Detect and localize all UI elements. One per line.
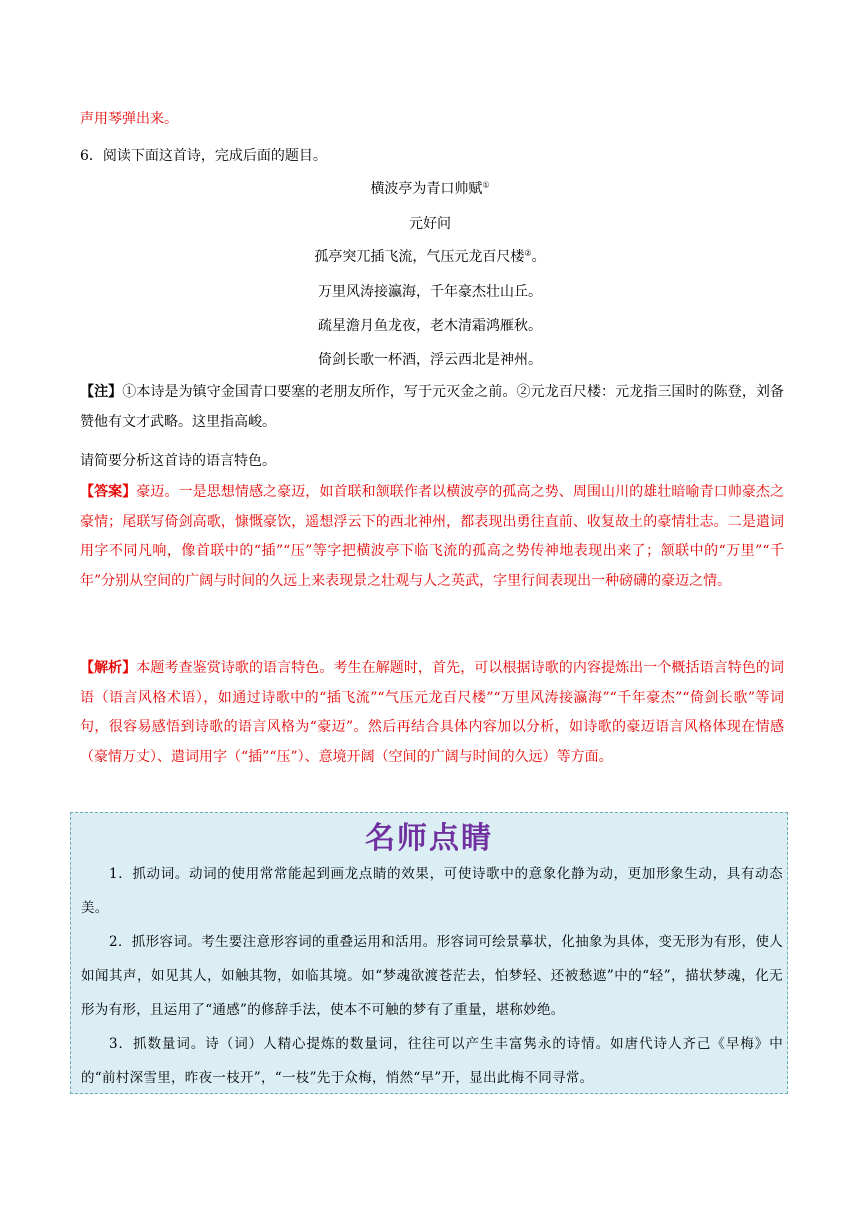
- poem-line: 倚剑长歌一杯酒，浮云西北是神州。: [318, 352, 542, 368]
- answer-paragraph: [80, 478, 784, 596]
- question-heading: 6．阅读下面这首诗，完成后面的题目。: [80, 148, 327, 164]
- tips-box: [70, 812, 788, 1094]
- analysis-label: 【解析】: [80, 660, 137, 676]
- poem-line: [0, 246, 860, 266]
- notes-paragraph: [80, 378, 784, 437]
- analysis-text: 本题考查鉴赏诗歌的语言特色。考生在解题时，首先，可以根据诗歌的内容提炼出一个概括语言特色的词语（语言风格术语），如通过诗歌中的“插飞流”“气压元龙百尺楼”“万里风涛接瀛海”“千年豪杰”“倚剑长歌”等词句，很容易感悟到诗歌的语言风格为“豪迈”。然后再结合具体内容加以分析，如诗歌的豪迈语言风格体现在情感（豪情万丈）、遣词用字（“插”“压”）、意境开阔（空间的广阔与时间的久远）等方面。: [80, 660, 784, 765]
- tip-item: 2．抓形容词。考生要注意形容词的重叠运用和活用。形容词可绘景摹状，化抽象为具体，变无形为有形，使人如闻其声，如见其人，如触其物，如临其境。如“梦魂欲渡苍茫去，怕梦轻、还被愁遮”中的“轻”，描状梦魂，化无形为有形，且运用了“通感”的修辞手法，使本不可触的梦有了重量，堪称妙绝。: [81, 934, 783, 1018]
- intro-tail: 声用琴弹出来。: [80, 111, 178, 127]
- poem-title-note-mark: ①: [482, 180, 490, 190]
- poem-line: 万里风涛接瀛海，千年豪杰壮山丘。: [318, 284, 542, 300]
- poem-line-note-mark: ②: [524, 248, 532, 258]
- answer-text: 豪迈。一是思想情感之豪迈，如首联和颔联作者以横波亭的孤高之势、周围山川的雄壮暗喻青口帅豪杰之豪情；尾联写倚剑高歌，慷慨豪饮，遥想浮云下的西北神州，都表现出勇往直前、收复故土的豪情壮志。二是遣词用字不同凡响，像首联中的“插”“压”等字把横波亭下临飞流的孤高之势传神地表现出来了；颔联中的“万里”“千年”分别从空间的广阔与时间的久远上来表现景之壮观与人之英武，字里行间表现出一种磅礴的豪迈之情。: [80, 484, 784, 589]
- tips-title: 名师点睛: [365, 821, 493, 856]
- analysis-paragraph: [80, 654, 784, 772]
- poem-line-end: 。: [531, 249, 546, 265]
- poem-title: [0, 178, 860, 198]
- notes-label: 【注】: [80, 384, 123, 400]
- answer-label: 【答案】: [80, 484, 137, 500]
- tip-item: 1．抓动词。动词的使用常常能起到画龙点睛的效果，可使诗歌中的意象化静为动，更加形象生动，具有动态美。: [81, 866, 783, 916]
- tip-item: 3．抓数量词。诗（词）人精心提炼的数量词，往往可以产生丰富隽永的诗情。如唐代诗人齐己《早梅》中的“前村深雪里，昨夜一枝开”，“一枝”先于众梅，悄然“早”开，显出此梅不同寻常。: [81, 1036, 783, 1086]
- tips-body: [81, 857, 783, 1095]
- poem-line: 疏星澹月鱼龙夜，老木清霜鸿雁秋。: [318, 318, 542, 334]
- poem-line-text: 孤亭突兀插飞流，气压元龙百尺楼: [314, 249, 525, 265]
- poem-author: 元好问: [409, 216, 451, 232]
- question-prompt: 请简要分析这首诗的语言特色。: [80, 453, 276, 469]
- notes-text: ①本诗是为镇守金国青口要塞的老朋友所作，写于元灭金之前。②元龙百尺楼：元龙指三国时的陈登，刘备赞他有文才武略。这里指高峻。: [80, 384, 785, 430]
- poem-title-text: 横波亭为青口帅赋: [370, 181, 483, 197]
